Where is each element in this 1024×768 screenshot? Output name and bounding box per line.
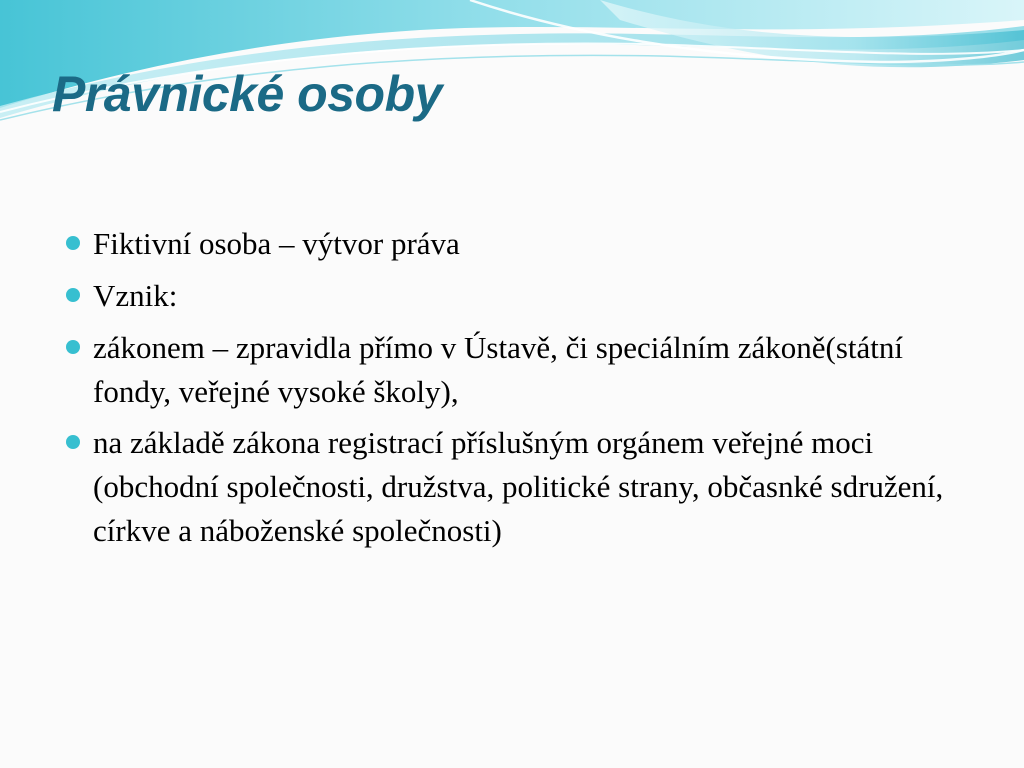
bullet-text: zákonem – zpravidla přímo v Ústavě, či speciálním zákoně(státní fondy, veřejné vysoké školy),	[93, 330, 904, 409]
list-item	[66, 274, 946, 318]
bullet-text: na základě zákona registrací příslušným orgánem veřejné moci (obchodní společnosti, družstva, politické strany, občasnké sdružení, církve a náboženské společnosti)	[93, 425, 944, 548]
page-title: Právnické osoby	[52, 66, 442, 122]
bullet-dot-icon	[66, 435, 80, 449]
list-item	[66, 326, 946, 414]
bullet-dot-icon	[66, 340, 80, 354]
list-item	[66, 222, 946, 266]
bullet-text: Fiktivní osoba – výtvor práva	[93, 226, 460, 261]
bullet-list	[66, 222, 946, 561]
bullet-dot-icon	[66, 236, 80, 250]
bullet-dot-icon	[66, 288, 80, 302]
bullet-text: Vznik:	[93, 278, 178, 313]
list-item	[66, 421, 946, 553]
